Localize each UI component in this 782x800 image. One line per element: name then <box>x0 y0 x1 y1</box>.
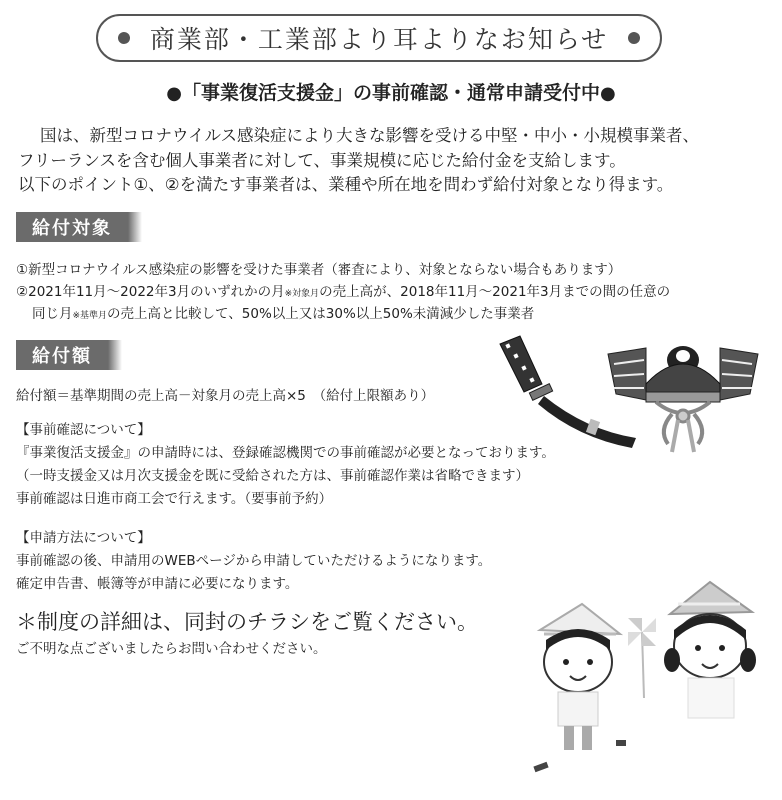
pinwheel-icon <box>628 618 656 698</box>
target-month-note: ※対象月 <box>284 289 320 299</box>
pre-confirmation-line-3: 事前確認は日進市商工会で行えます。（要事前予約） <box>16 491 333 507</box>
header-banner <box>96 14 662 62</box>
eligibility-item-2-line-2-part-1: 同じ月 <box>32 306 73 322</box>
contact-note: ご不明な点ございましたらお問い合わせください。 <box>16 641 327 657</box>
pre-confirmation-line-1: 『事業復活支援金』の申請時には、登録確認機関での事前確認が必要となっております。 <box>16 445 555 461</box>
eligibility-item-2-line-2 <box>32 302 534 322</box>
eligibility-badge-label: 給付対象 <box>32 218 112 239</box>
announcement-heading <box>0 78 782 105</box>
samurai-helmet-illustration <box>496 334 766 464</box>
boy-icon <box>533 604 626 772</box>
details-note: ＊制度の詳細は、同封のチラシをご覧ください。 <box>16 610 478 634</box>
eligibility-item-1: ①新型コロナウイルス感染症の影響を受けた事業者（審査により、対象とならない場合もあります） <box>16 262 622 278</box>
intro-line-2: フリーランスを含む個人事業者に対して、事業規模に応じた給付金を支給します。 <box>18 151 626 170</box>
intro-line-3: 以下のポイント①、②を満たす事業者は、業種や所在地を問わず給付対象となり得ます。 <box>18 175 674 194</box>
application-title: 【申請方法について】 <box>16 530 151 546</box>
eligibility-item-2 <box>16 280 670 300</box>
base-month-note: ※基準月 <box>72 311 108 321</box>
pre-confirmation-title: 【事前確認について】 <box>16 422 151 438</box>
bullet-dot-left <box>118 32 130 44</box>
application-line-2: 確定申告書、帳簿等が申請に必要になります。 <box>16 576 299 592</box>
eligibility-item-2-line-2-part-2: の売上高と比較して、50%以上又は30%以上50%未満減少した事業者 <box>107 306 535 322</box>
amount-badge <box>16 340 108 370</box>
announcement-heading-text: 「事業復活支援金」の事前確認・通常申請受付中 <box>181 82 600 104</box>
amount-formula: 給付額＝基準期間の売上高－対象月の売上高×5 （給付上限額あり） <box>16 388 435 404</box>
bullet-dot-right <box>628 32 640 44</box>
girl-icon <box>664 582 756 718</box>
heading-bullet-right: ● <box>600 83 616 104</box>
eligibility-item-2-part-1: ②2021年11月～2022年3月のいずれかの月 <box>16 284 285 300</box>
kabuto-helmet-icon <box>608 346 758 452</box>
amount-badge-label: 給付額 <box>32 346 92 367</box>
heading-bullet-left: ● <box>166 83 182 104</box>
children-illustration <box>520 578 770 788</box>
eligibility-badge <box>16 212 128 242</box>
eligibility-item-2-part-2: の売上高が、2018年11月～2021年3月までの間の任意の <box>319 284 671 300</box>
page-title: 商業部・工業部より耳よりなお知らせ <box>149 25 609 54</box>
pre-confirmation-line-2: （一時支援金又は月次支援金を既に受給された方は、事前確認作業は省略できます） <box>16 468 529 484</box>
intro-line-1: 国は、新型コロナウイルス感染症により大きな影響を受ける中堅・中小・小規模事業者、 <box>40 126 700 145</box>
application-line-1: 事前確認の後、申請用のWEBページから申請していただけるようになります。 <box>16 553 492 569</box>
